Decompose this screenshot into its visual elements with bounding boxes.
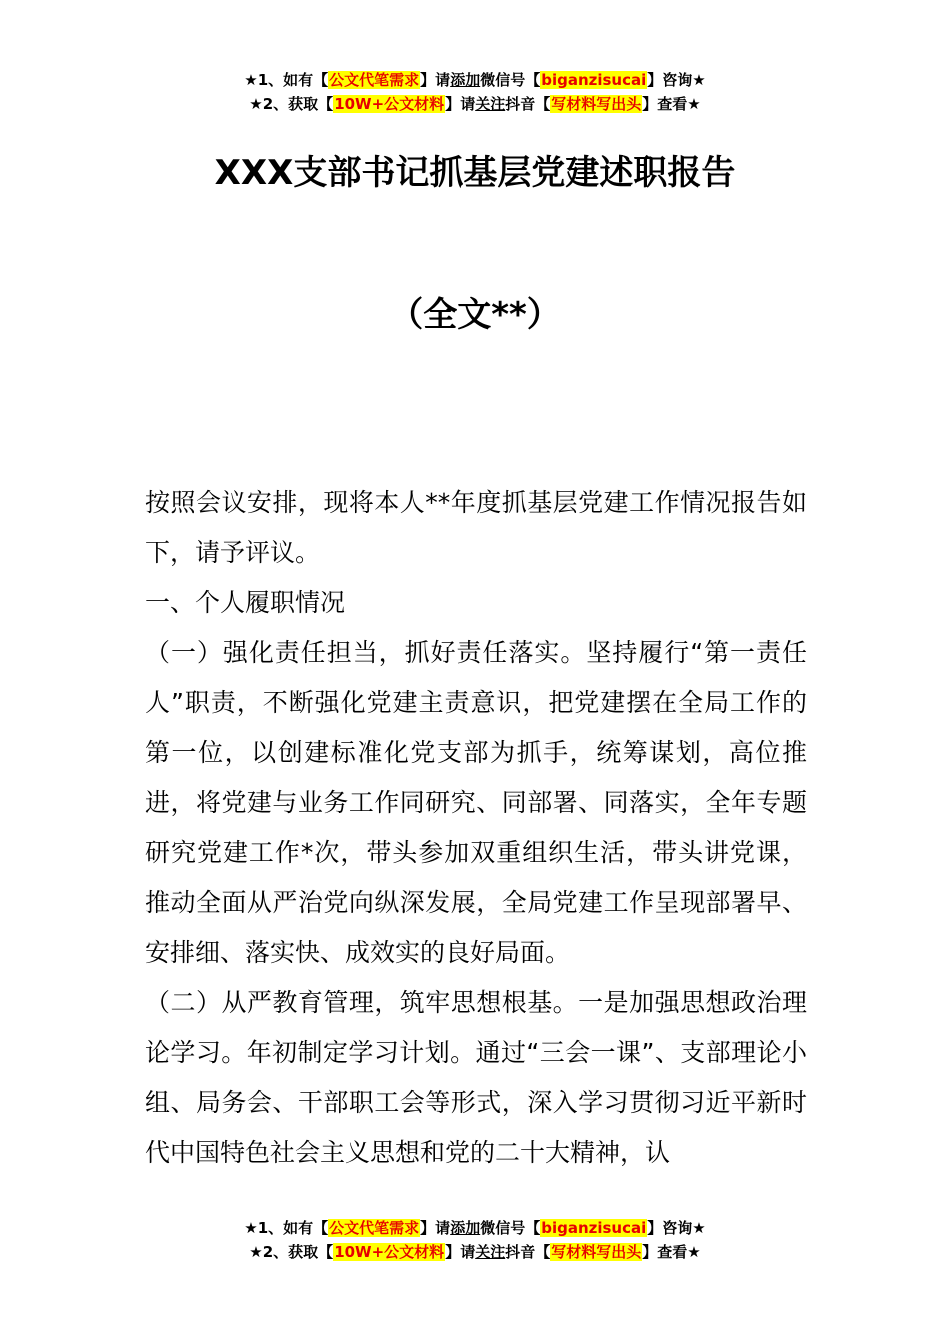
- highlight-service: 公文代笔需求: [329, 1219, 420, 1237]
- banner-line-2: ★2、获取【10W+公文材料】请关注抖音【写材料写出头】查看★: [249, 1243, 701, 1261]
- document-title: XXX支部书记抓基层党建述职报告: [214, 153, 736, 193]
- highlight-douyin-id: 写材料写出头: [551, 1243, 642, 1261]
- document-subtitle: （全文**）: [389, 295, 561, 335]
- highlight-wechat-id: biganzisucai: [541, 71, 647, 89]
- highlight-materials: 10W+公文材料: [334, 95, 445, 113]
- footer-banner: [0, 1216, 950, 1264]
- banner-line-2: ★2、获取【10W+公文材料】请关注抖音【写材料写出头】查看★: [249, 95, 701, 113]
- paragraph-responsibility: （一）强化责任担当，抓好责任落实。坚持履行“第一责任人”职责，不断强化党建主责意识，把党建摆在全局工作的第一位，以创建标准化党支部为抓手，统筹谋划，高位推进，将党建与业务工作同研究、同部署、同落实，全年专题研究党建工作*次，带头参加双重组织生活，带头讲党课，推动全面从严治党向纵深发展，全局党建工作呈现部署早、安排细、落实快、成效实的良好局面。: [145, 638, 807, 967]
- document-body: [145, 478, 807, 1178]
- highlight-douyin-id: 写材料写出头: [551, 95, 642, 113]
- highlight-materials: 10W+公文材料: [334, 1243, 445, 1261]
- header-banner: [0, 68, 950, 116]
- banner-line-1: ★1、如有【公文代笔需求】请添加微信号【biganzisucai】咨询★: [244, 71, 706, 89]
- paragraph-education: （二）从严教育管理，筑牢思想根基。一是加强思想政治理论学习。年初制定学习计划。通过“三会一课”、支部理论小组、局务会、干部职工会等形式，深入学习贯彻习近平新时代中国特色社会主义思想和党的二十大精神，认: [145, 988, 807, 1167]
- highlight-service: 公文代笔需求: [329, 71, 420, 89]
- banner-line-1: ★1、如有【公文代笔需求】请添加微信号【biganzisucai】咨询★: [244, 1219, 706, 1237]
- paragraph-intro: 按照会议安排，现将本人**年度抓基层党建工作情况报告如下，请予评议。: [145, 488, 807, 567]
- section-heading: 一、个人履职情况: [145, 588, 346, 617]
- highlight-wechat-id: biganzisucai: [541, 1219, 647, 1237]
